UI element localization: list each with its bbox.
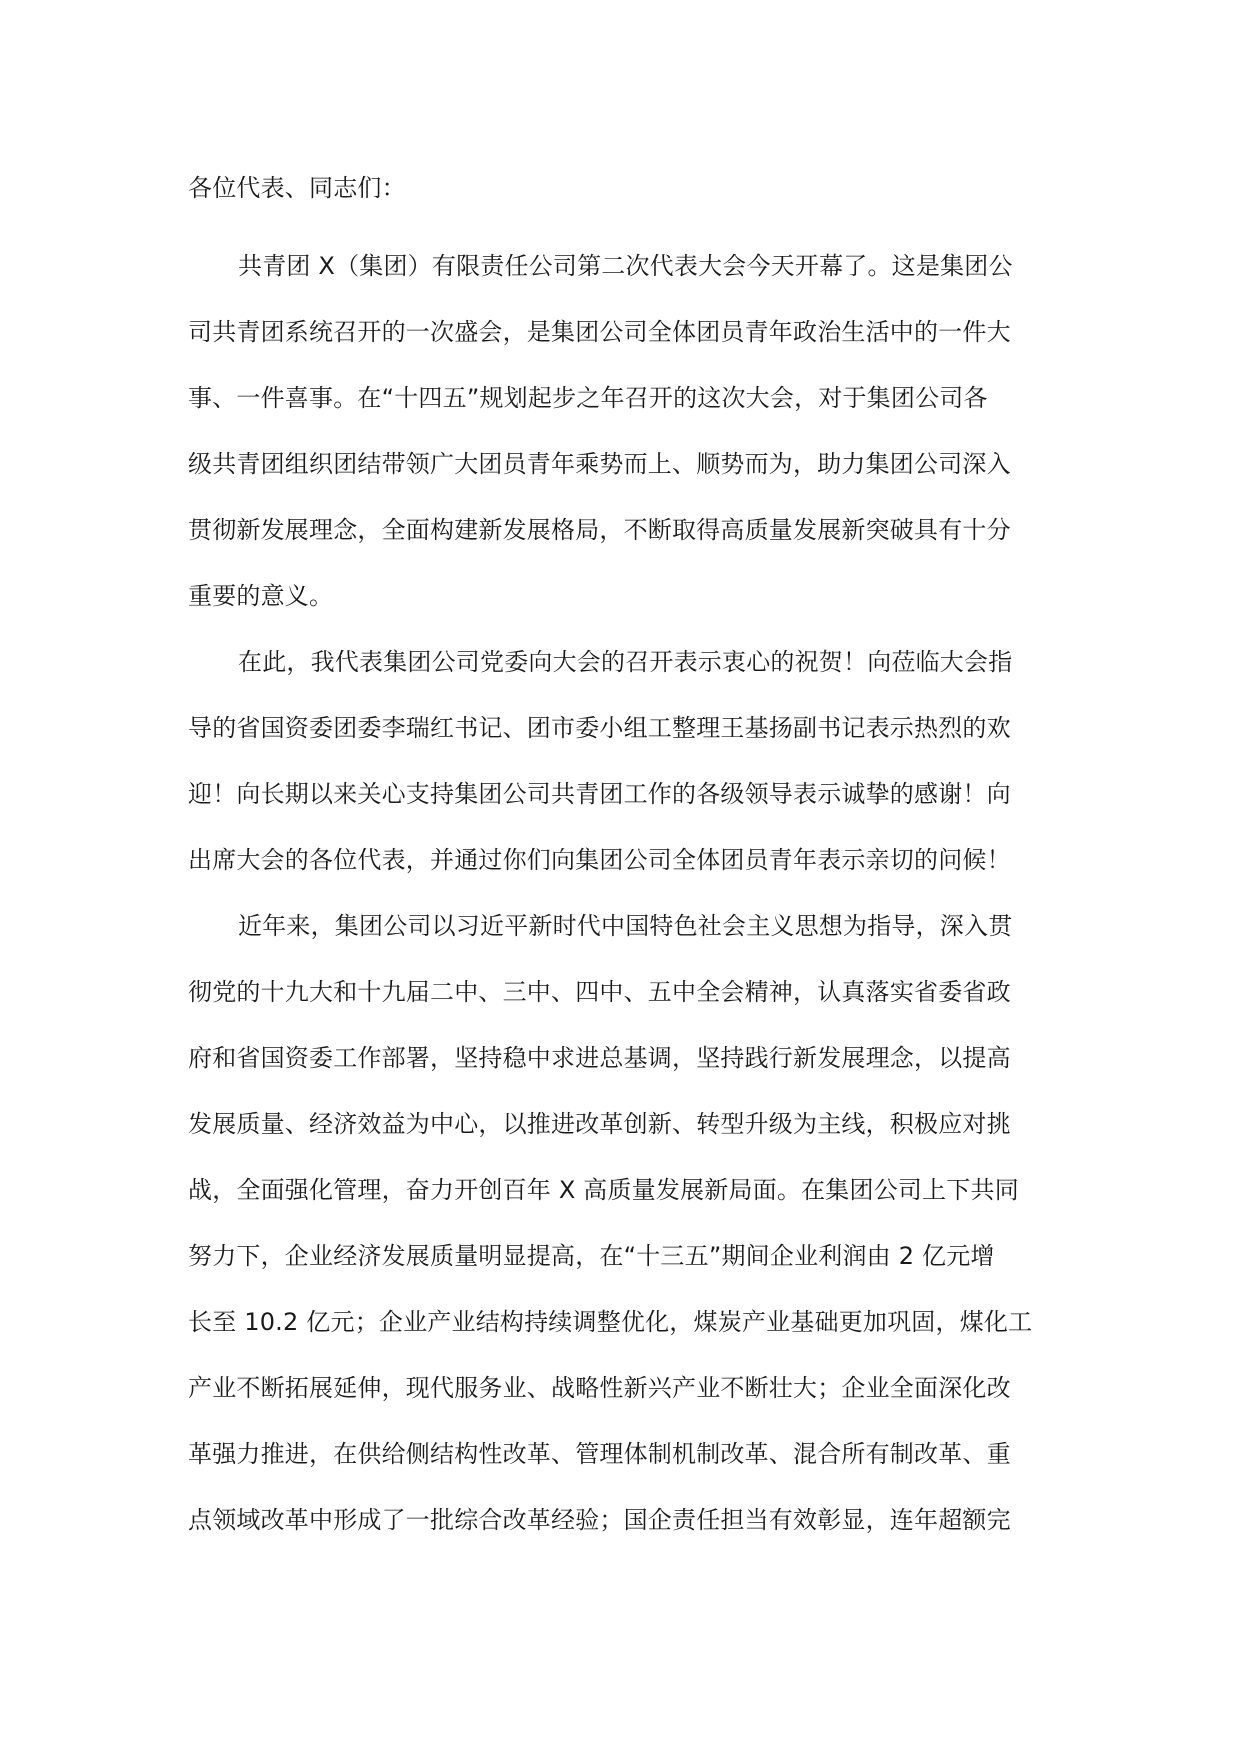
paragraph-line: 产业不断拓展延伸，现代服务业、战略性新兴产业不断壮大；企业全面深化改 [188, 1374, 1011, 1402]
paragraph-line: 重要的意义。 [188, 582, 334, 610]
paragraph-line: 发展质量、经济效益为中心，以推进改革创新、转型升级为主线，积极应对挑 [188, 1110, 1011, 1138]
paragraph-line: 在此，我代表集团公司党委向大会的召开表示衷心的祝贺！向莅临大会指 [238, 648, 1013, 676]
paragraph-line: 事、一件喜事。在“十四五”规划起步之年召开的这次大会，对于集团公司各 [188, 384, 988, 412]
paragraph-line: 彻党的十九大和十九届二中、三中、四中、五中全会精神，认真落实省委省政 [188, 978, 1011, 1006]
paragraph-line: 点领域改革中形成了一批综合改革经验；国企责任担当有效彰显，连年超额完 [188, 1506, 1011, 1534]
paragraph-line: 革强力推进，在供给侧结构性改革、管理体制机制改革、混合所有制改革、重 [188, 1440, 1011, 1468]
paragraph-achievements [188, 908, 1058, 1538]
paragraph-greetings [188, 644, 1058, 878]
paragraph-opening [188, 248, 1058, 614]
document-body [188, 170, 1058, 1568]
paragraph-line: 级共青团组织团结带领广大团员青年乘势而上、顺势而为，助力集团公司深入 [188, 450, 1011, 478]
paragraph-line: 共青团 X（集团）有限责任公司第二次代表大会今天开幕了。这是集团公 [238, 252, 1013, 280]
paragraph-line: 府和省国资委工作部署，坚持稳中求进总基调，坚持践行新发展理念，以提高 [188, 1044, 1011, 1072]
paragraph-line: 出席大会的各位代表，并通过你们向集团公司全体团员青年表示亲切的问候！ [188, 846, 1011, 874]
paragraph-line: 战，全面强化管理，奋力开创百年 X 高质量发展新局面。在集团公司上下共同 [188, 1176, 1019, 1204]
paragraph-line: 长至 10.2 亿元；企业产业结构持续调整优化，煤炭产业基础更加巩固，煤化工 [188, 1308, 1033, 1336]
paragraph-line: 司共青团系统召开的一次盛会，是集团公司全体团员青年政治生活中的一件大 [188, 318, 1011, 346]
paragraph-line: 导的省国资委团委李瑞红书记、团市委小组工整理王基扬副书记表示热烈的欢 [188, 714, 1011, 742]
paragraph-line: 努力下，企业经济发展质量明显提高，在“十三五”期间企业利润由 2 亿元增 [188, 1242, 995, 1270]
paragraph-line: 近年来，集团公司以习近平新时代中国特色社会主义思想为指导，深入贯 [238, 912, 1013, 940]
paragraph-line: 贯彻新发展理念，全面构建新发展格局，不断取得高质量发展新突破具有十分 [188, 516, 1011, 544]
salutation: 各位代表、同志们： [188, 174, 406, 202]
paragraph-line: 迎！向长期以来关心支持集团公司共青团工作的各级领导表示诚挚的感谢！向 [188, 780, 1011, 808]
